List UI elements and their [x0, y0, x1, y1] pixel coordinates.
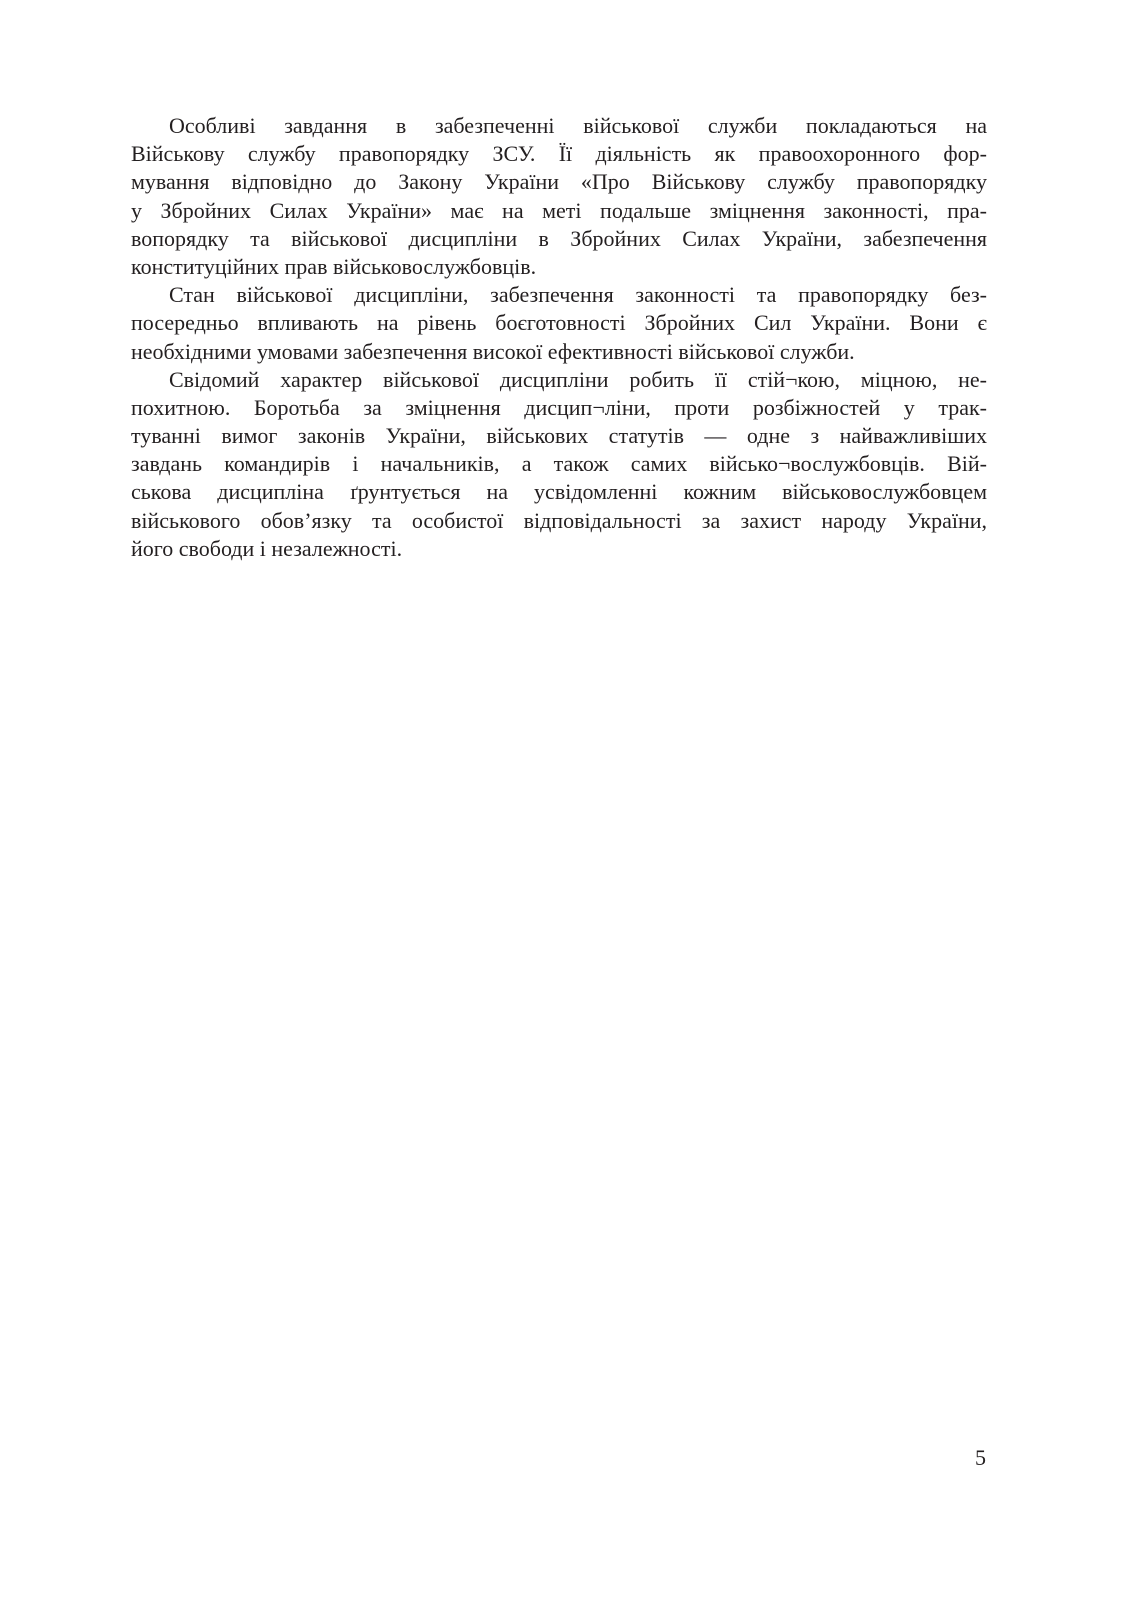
text-line: мування відповідно до Закону України «Про Військову службу правопорядку [131, 169, 987, 195]
text-line: Військову службу правопорядку ЗСУ. Її діяльність як правоохоронного фор- [131, 141, 987, 167]
text-line: ськова дисципліна ґрунтується на усвідомленні кожним військовослужбовцем [131, 479, 987, 505]
paragraph [131, 112, 987, 281]
text-line: Свідомий характер військової дисципліни робить її стій¬кою, міцною, не- [169, 366, 987, 392]
page-number: 5 [975, 1445, 986, 1470]
text-line: похитною. Боротьба за зміцнення дисцип¬ліни, проти розбіжностей у трак- [131, 394, 987, 420]
text-line: посередньо впливають на рівень боєготовності Збройних Сил України. Вони є [131, 310, 987, 336]
body-text [131, 112, 987, 563]
text-line: вопорядку та військової дисципліни в Збройних Силах України, забезпечення [131, 225, 987, 251]
text-line: конституційних прав військовослужбовців. [131, 253, 537, 279]
text-line: Особливі завдання в забезпеченні військової служби покладаються на [169, 113, 987, 138]
paragraph [131, 366, 987, 563]
text-line: військового обов’язку та особистої відповідальності за захист народу України, [131, 507, 987, 533]
paragraph [131, 281, 987, 366]
text-line: завдань командирів і начальників, а також самих військо¬вослужбовців. Вій- [131, 451, 987, 477]
text-line: туванні вимог законів України, військових статутів — одне з найважливіших [131, 423, 987, 449]
text-line: у Збройних Силах України» має на меті подальше зміцнення законності, пра- [131, 197, 987, 223]
text-line: Стан військової дисципліни, забезпечення законності та правопорядку без- [169, 282, 987, 308]
text-line: його свободи і незалежності. [131, 535, 403, 561]
text-line: необхідними умовами забезпечення високої ефективності військової служби. [131, 338, 855, 364]
